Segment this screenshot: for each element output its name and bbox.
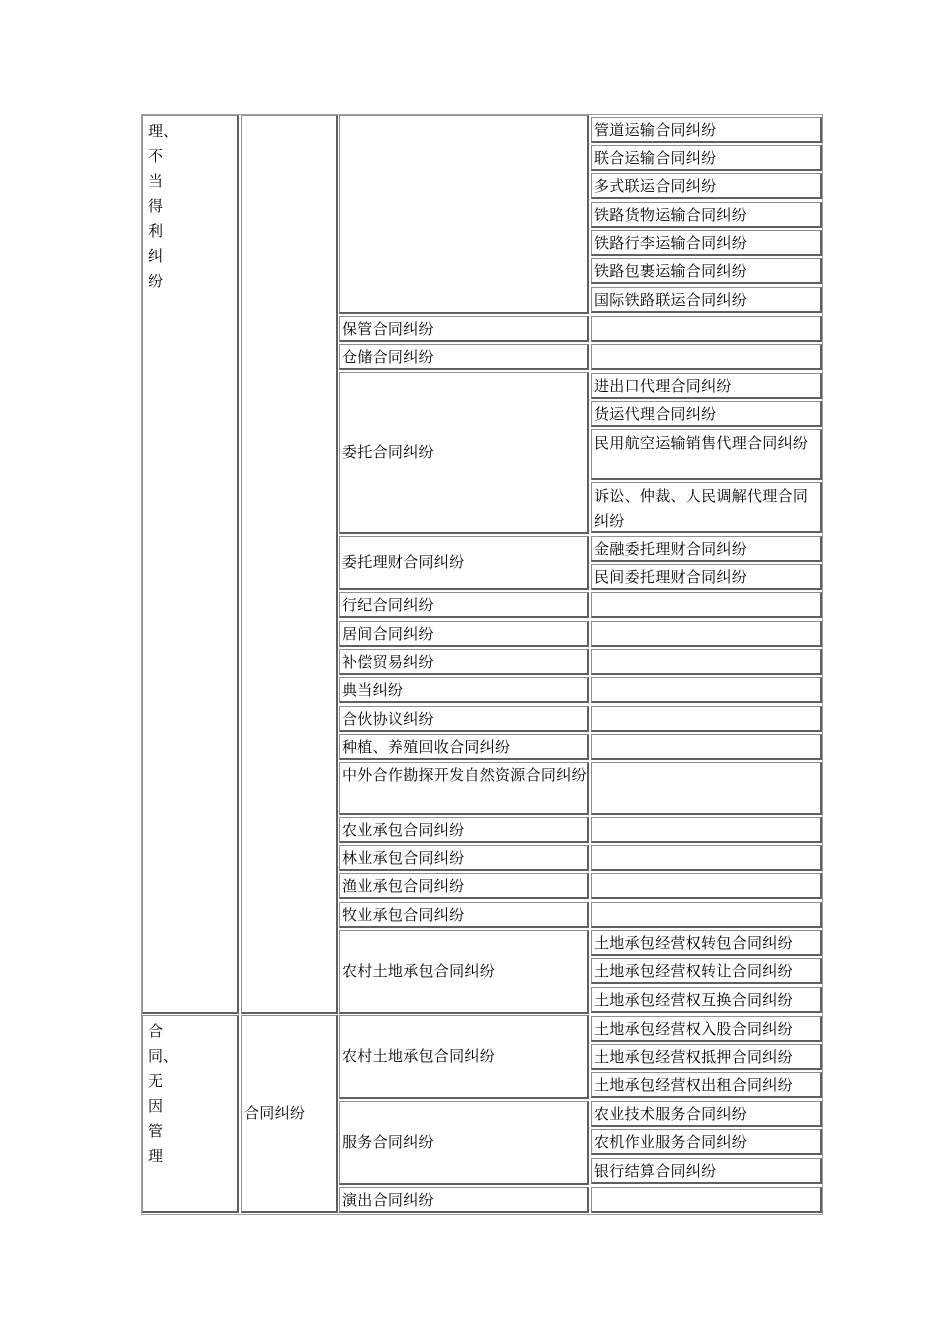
subcause-label: 土地承包经营权入股合同纠纷: [594, 1020, 793, 1038]
subcause-cell: [591, 987, 822, 1013]
cause-label: 种植、养殖回收合同纠纷: [342, 738, 511, 756]
subcause-cell-empty: [591, 706, 822, 732]
cause-cell: [339, 845, 589, 871]
subcause-cell: [591, 287, 822, 313]
cause-cell: [339, 873, 589, 899]
subcause-label: 多式联运合同纠纷: [594, 177, 717, 195]
subcause-cell-empty: [591, 817, 822, 843]
subcategory-cell-upper: [241, 115, 338, 1014]
cause-label: 补偿贸易纠纷: [342, 653, 434, 671]
cause-cell: [339, 734, 589, 760]
subcause-cell: [591, 258, 822, 284]
subcause-cell: [591, 117, 822, 143]
subcause-cell: [591, 173, 822, 199]
subcause-label: 土地承包经营权抵押合同纠纷: [594, 1048, 793, 1066]
subcause-label: 铁路包裹运输合同纠纷: [594, 262, 748, 280]
category-label-lower: 合同、无因管理: [148, 1022, 179, 1165]
subcause-cell: [591, 564, 822, 590]
subcause-cell: [591, 1158, 822, 1184]
subcause-cell: [591, 1016, 822, 1042]
subcause-label: 民用航空运输销售代理合同纠纷: [594, 434, 809, 452]
subcause-label: 土地承包经营权互换合同纠纷: [594, 991, 793, 1009]
subcause-label: 进出口代理合同纠纷: [594, 377, 732, 395]
subcause-label: 联合运输合同纠纷: [594, 149, 717, 167]
cause-label: 居间合同纠纷: [342, 625, 434, 643]
cause-cell: [339, 344, 589, 370]
subcause-cell: [591, 429, 822, 480]
subcause-cell: [591, 1044, 822, 1070]
subcause-cell-empty: [591, 762, 822, 815]
cause-label: 渔业承包合同纠纷: [342, 877, 465, 895]
cause-cell: [339, 930, 589, 1014]
subcause-cell: [591, 1101, 822, 1127]
subcause-cell-empty: [591, 734, 822, 760]
cause-cell: [339, 592, 589, 618]
subcause-cell: [591, 373, 822, 399]
cause-label: 中外合作勘探开发自然资源合同纠纷: [342, 766, 587, 784]
subcause-label: 货运代理合同纠纷: [594, 405, 717, 423]
subcause-cell: [591, 536, 822, 562]
subcause-cell: [591, 482, 822, 533]
cause-label: 演出合同纠纷: [342, 1191, 434, 1209]
subcause-cell-empty: [591, 344, 822, 370]
cause-cell: [339, 372, 589, 534]
subcause-cell-empty: [591, 621, 822, 647]
cause-cell: [339, 817, 589, 843]
subcause-cell: [591, 145, 822, 171]
cause-cell: [339, 649, 589, 675]
subcause-cell-empty: [591, 873, 822, 899]
cause-cell-transport: [339, 115, 589, 314]
cause-label: 典当纠纷: [342, 681, 404, 699]
subcause-cell-empty: [591, 902, 822, 928]
subcause-cell: [591, 1072, 822, 1098]
subcause-cell-empty: [591, 316, 822, 342]
subcause-cell-empty: [591, 649, 822, 675]
cause-label: 农村土地承包合同纠纷: [342, 1047, 496, 1065]
cause-label: 委托理财合同纠纷: [342, 553, 465, 571]
subcause-label: 铁路货物运输合同纠纷: [594, 206, 748, 224]
category-cell-upper: [142, 115, 239, 1014]
subcause-label: 金融委托理财合同纠纷: [594, 540, 748, 558]
cause-label: 农业承包合同纠纷: [342, 821, 465, 839]
subcause-cell-empty: [591, 845, 822, 871]
cause-label: 牧业承包合同纠纷: [342, 906, 465, 924]
cause-label: 委托合同纠纷: [342, 443, 434, 461]
cause-cell: [339, 902, 589, 928]
subcause-label: 土地承包经营权转包合同纠纷: [594, 934, 793, 952]
subcause-label: 农机作业服务合同纠纷: [594, 1133, 748, 1151]
cause-cell: [339, 706, 589, 732]
cause-cell: [339, 316, 589, 342]
subcause-cell-empty: [591, 677, 822, 703]
subcause-label: 土地承包经营权出租合同纠纷: [594, 1076, 793, 1094]
cause-label: 保管合同纠纷: [342, 320, 434, 338]
cause-label: 行纪合同纠纷: [342, 596, 434, 614]
category-label-upper: 理、不当得利纠纷: [148, 122, 179, 290]
subcause-label: 管道运输合同纠纷: [594, 121, 717, 139]
subcause-label: 银行结算合同纠纷: [594, 1162, 717, 1180]
subcause-label: 诉讼、仲裁、人民调解代理合同纠纷: [594, 487, 809, 530]
cause-cell: [339, 762, 589, 815]
subcause-label: 国际铁路联运合同纠纷: [594, 291, 748, 309]
cause-cell: [339, 1187, 589, 1213]
cause-cell: [339, 536, 589, 590]
subcause-cell-empty: [591, 592, 822, 618]
cause-label: 林业承包合同纠纷: [342, 849, 465, 867]
cause-label: 合伙协议纠纷: [342, 710, 434, 728]
subcategory-label: 合同纠纷: [244, 1104, 306, 1122]
cause-label: 服务合同纠纷: [342, 1133, 434, 1151]
category-cell-lower: [142, 1015, 239, 1213]
subcause-cell: [591, 230, 822, 256]
subcause-cell: [591, 958, 822, 984]
subcause-label: 农业技术服务合同纠纷: [594, 1105, 748, 1123]
cause-label: 仓储合同纠纷: [342, 348, 434, 366]
cause-cell: [339, 621, 589, 647]
subcause-label: 铁路行李运输合同纠纷: [594, 234, 748, 252]
subcause-cell-empty: [591, 1187, 822, 1213]
cause-cell: [339, 1015, 589, 1099]
cause-label: 农村土地承包合同纠纷: [342, 962, 496, 980]
cause-cell: [339, 1101, 589, 1185]
subcause-label: 民间委托理财合同纠纷: [594, 568, 748, 586]
subcategory-cell-lower: [241, 1015, 338, 1213]
subcause-label: 土地承包经营权转让合同纠纷: [594, 962, 793, 980]
subcause-cell: [591, 930, 822, 956]
subcause-cell: [591, 401, 822, 427]
subcause-cell: [591, 1129, 822, 1155]
subcause-cell: [591, 202, 822, 228]
cause-cell: [339, 677, 589, 703]
